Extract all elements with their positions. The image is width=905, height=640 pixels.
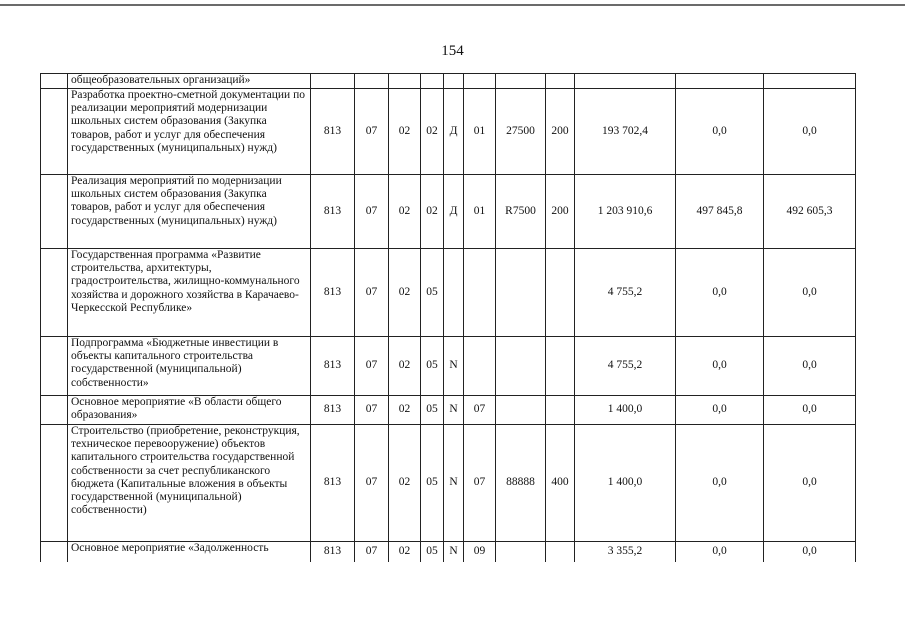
row-lead-cell (41, 396, 68, 425)
ministry-code: 813 (311, 396, 355, 425)
table-row (41, 89, 856, 175)
activity-code: 07 (464, 396, 496, 425)
amount-year-2: 0,0 (676, 249, 764, 337)
amount-year-2 (676, 74, 764, 89)
direction-code: 88888 (496, 425, 546, 542)
subsection-code: 02 (389, 89, 421, 175)
row-name-cell: Государственная программа «Развитие строительства, архитектуры, градостроительства, жилищно-коммунального хозяйства и дорожного хозяйства в Карачаево-Черкесской Республике» (68, 249, 311, 337)
row-name-cell: Строительство (приобретение, реконструкция, техническое перевооружение) объектов капитального строительства государственной собственности за счет республиканского бюджета (Капитальные вложения в объекты государственной (муниципальной) собственности) (68, 425, 311, 542)
activity-code: 01 (464, 89, 496, 175)
row-lead-cell (41, 425, 68, 542)
amount-year-3: 0,0 (764, 542, 856, 562)
subprogram-code: N (444, 542, 464, 562)
amount-year-2: 497 845,8 (676, 175, 764, 249)
subprogram-code: N (444, 425, 464, 542)
direction-code: 27500 (496, 89, 546, 175)
activity-code (464, 249, 496, 337)
row-lead-cell (41, 542, 68, 562)
row-lead-cell (41, 74, 68, 89)
section-code (355, 74, 389, 89)
expense-type-code: 200 (546, 89, 575, 175)
ministry-code: 813 (311, 542, 355, 562)
program-code (421, 74, 444, 89)
expense-type-code: 400 (546, 425, 575, 542)
program-code: 05 (421, 542, 444, 562)
row-name-cell: Основное мероприятие «Задолженность (68, 542, 311, 562)
budget-table (40, 73, 856, 562)
table-row (41, 396, 856, 425)
row-lead-cell (41, 337, 68, 396)
section-code: 07 (355, 396, 389, 425)
amount-year-3: 0,0 (764, 396, 856, 425)
amount-year-3: 0,0 (764, 249, 856, 337)
row-name-cell: Основное мероприятие «В области общего образования» (68, 396, 311, 425)
section-code: 07 (355, 89, 389, 175)
amount-year-1: 4 755,2 (575, 337, 676, 396)
amount-year-3: 0,0 (764, 89, 856, 175)
amount-year-1: 4 755,2 (575, 249, 676, 337)
direction-code (496, 337, 546, 396)
amount-year-1: 1 203 910,6 (575, 175, 676, 249)
subsection-code (389, 74, 421, 89)
amount-year-1: 193 702,4 (575, 89, 676, 175)
expense-type-code: 200 (546, 175, 575, 249)
subsection-code: 02 (389, 425, 421, 542)
program-code: 05 (421, 337, 444, 396)
row-lead-cell (41, 249, 68, 337)
expense-type-code (546, 74, 575, 89)
subprogram-code: N (444, 396, 464, 425)
activity-code: 07 (464, 425, 496, 542)
ministry-code: 813 (311, 89, 355, 175)
subprogram-code: Д (444, 175, 464, 249)
amount-year-1: 3 355,2 (575, 542, 676, 562)
section-code: 07 (355, 175, 389, 249)
activity-code (464, 74, 496, 89)
row-name-cell: Подпрограмма «Бюджетные инвестиции в объекты капитального строительства государственной (муниципальной) собственности» (68, 337, 311, 396)
subprogram-code (444, 249, 464, 337)
program-code: 05 (421, 249, 444, 337)
direction-code (496, 396, 546, 425)
scan-top-edge (0, 4, 905, 6)
ministry-code: 813 (311, 425, 355, 542)
table-row (41, 249, 856, 337)
amount-year-1: 1 400,0 (575, 425, 676, 542)
amount-year-1 (575, 74, 676, 89)
expense-type-code (546, 396, 575, 425)
ministry-code: 813 (311, 337, 355, 396)
activity-code: 09 (464, 542, 496, 562)
section-code: 07 (355, 249, 389, 337)
direction-code (496, 74, 546, 89)
table-row (41, 337, 856, 396)
program-code: 02 (421, 175, 444, 249)
amount-year-2: 0,0 (676, 425, 764, 542)
ministry-code: 813 (311, 249, 355, 337)
subsection-code: 02 (389, 337, 421, 396)
row-lead-cell (41, 89, 68, 175)
subsection-code: 02 (389, 249, 421, 337)
subprogram-code: Д (444, 89, 464, 175)
amount-year-3: 0,0 (764, 425, 856, 542)
subprogram-code (444, 74, 464, 89)
row-name-cell: общеобразовательных организаций» (68, 74, 311, 89)
program-code: 05 (421, 425, 444, 542)
table-row (41, 175, 856, 249)
program-code: 02 (421, 89, 444, 175)
table-row (41, 74, 856, 89)
section-code: 07 (355, 542, 389, 562)
amount-year-2: 0,0 (676, 337, 764, 396)
activity-code: 01 (464, 175, 496, 249)
row-lead-cell (41, 175, 68, 249)
activity-code (464, 337, 496, 396)
amount-year-2: 0,0 (676, 89, 764, 175)
ministry-code: 813 (311, 175, 355, 249)
section-code: 07 (355, 425, 389, 542)
page-number: 154 (441, 43, 464, 59)
ministry-code (311, 74, 355, 89)
table-row (41, 425, 856, 542)
subsection-code: 02 (389, 542, 421, 562)
amount-year-1: 1 400,0 (575, 396, 676, 425)
section-code: 07 (355, 337, 389, 396)
amount-year-3: 0,0 (764, 337, 856, 396)
table-row (41, 542, 856, 562)
subprogram-code: N (444, 337, 464, 396)
amount-year-2: 0,0 (676, 542, 764, 562)
direction-code: R7500 (496, 175, 546, 249)
subsection-code: 02 (389, 396, 421, 425)
expense-type-code (546, 542, 575, 562)
row-name-cell: Реализация мероприятий по модернизации школьных систем образования (Закупка товаров, работ и услуг для обеспечения государственных (муниципальных) нужд) (68, 175, 311, 249)
amount-year-3: 492 605,3 (764, 175, 856, 249)
expense-type-code (546, 337, 575, 396)
row-name-cell: Разработка проектно-сметной документации по реализации мероприятий модернизации школьных систем образования (Закупка товаров, работ и услуг для обеспечения государственных (муниципальных) нужд) (68, 89, 311, 175)
amount-year-2: 0,0 (676, 396, 764, 425)
program-code: 05 (421, 396, 444, 425)
direction-code (496, 542, 546, 562)
table-body (41, 74, 856, 562)
direction-code (496, 249, 546, 337)
subsection-code: 02 (389, 175, 421, 249)
expense-type-code (546, 249, 575, 337)
amount-year-3 (764, 74, 856, 89)
